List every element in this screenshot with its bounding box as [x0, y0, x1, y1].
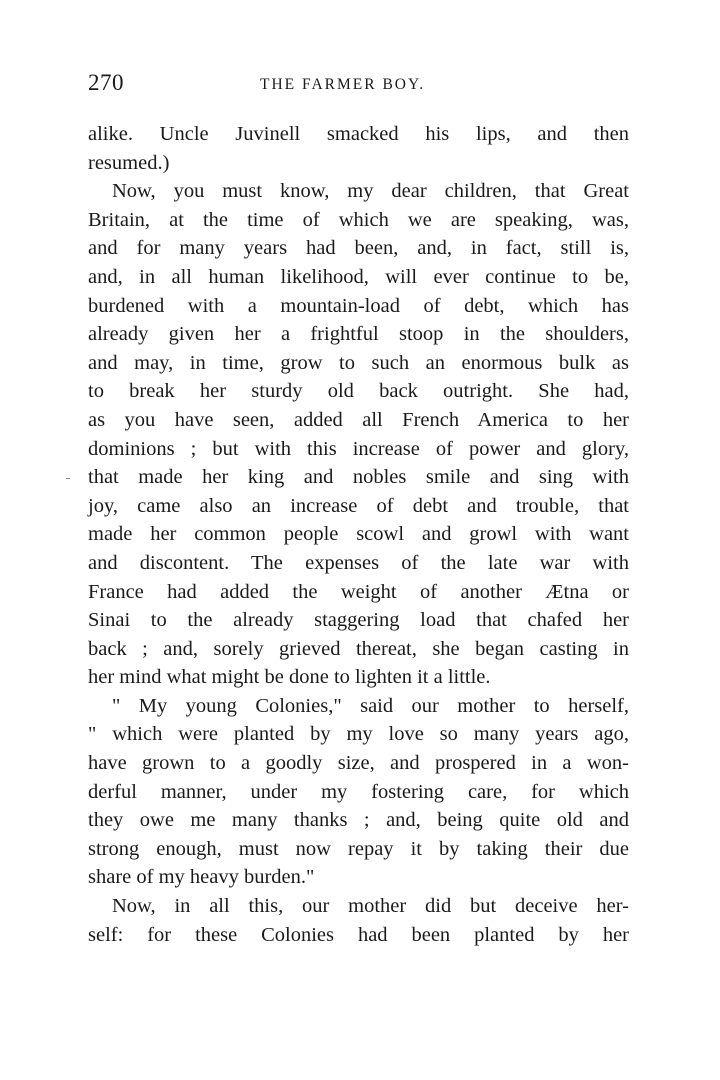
text-line: burdened with a mountain-load of debt, which has: [88, 294, 629, 317]
text-line: and, in all human likelihood, will ever continue to be,: [88, 265, 629, 288]
text-line: strong enough, must now repay it by taking their due: [88, 837, 629, 860]
running-head: THE FARMER BOY.: [260, 76, 426, 93]
text-line: Now, in all this, our mother did but deceive her-: [112, 895, 629, 918]
text-line: alike. Uncle Juvinell smacked his lips, and then: [88, 123, 629, 145]
text-line: and discontent. The expenses of the late war with: [88, 551, 629, 574]
text-line: back ; and, sorely grieved thereat, she began casting in: [88, 637, 629, 660]
text-line: dominions ; but with this increase of power and glory,: [88, 437, 629, 460]
text-line: France had added the weight of another Ætna or: [88, 580, 629, 603]
text-line: share of my heavy burden.": [88, 866, 315, 889]
text-line: her mind what might be done to lighten it a little.: [88, 666, 491, 689]
page-header: [88, 70, 628, 104]
text-line: they owe me many thanks ; and, being quite old and: [88, 809, 629, 832]
text-line: already given her a frightful stoop in the shoulders,: [88, 323, 629, 346]
text-line: made her common people scowl and growl with want: [88, 523, 629, 546]
text-line: Now, you must know, my dear children, that Great: [112, 180, 629, 203]
text-line: " My young Colonies," said our mother to herself,: [112, 694, 629, 717]
text-line: and may, in time, grow to such an enormous bulk as: [88, 351, 629, 374]
text-line: that made her king and nobles smile and sing with: [88, 466, 629, 489]
text-line: Sinai to the already staggering load that chafed her: [88, 609, 629, 632]
text-line: and for many years had been, and, in fact, still is,: [88, 237, 629, 260]
margin-mark: [66, 478, 70, 479]
text-line: derful manner, under my fostering care, for which: [88, 780, 629, 803]
text-line: to break her sturdy old back outright. She had,: [88, 380, 629, 403]
body-text: [88, 120, 629, 949]
text-line: self: for these Colonies had been planted by her: [88, 923, 629, 946]
page-number: 270: [88, 70, 124, 95]
text-line: Britain, at the time of which we are speaking, was,: [88, 208, 629, 231]
text-line: have grown to a goodly size, and prospered in a won-: [88, 752, 629, 775]
text-line: resumed.): [88, 151, 170, 174]
text-line: " which were planted by my love so many years ago,: [88, 723, 629, 746]
text-line: as you have seen, added all French America to her: [88, 408, 629, 431]
text-line: joy, came also an increase of debt and trouble, that: [88, 494, 629, 517]
